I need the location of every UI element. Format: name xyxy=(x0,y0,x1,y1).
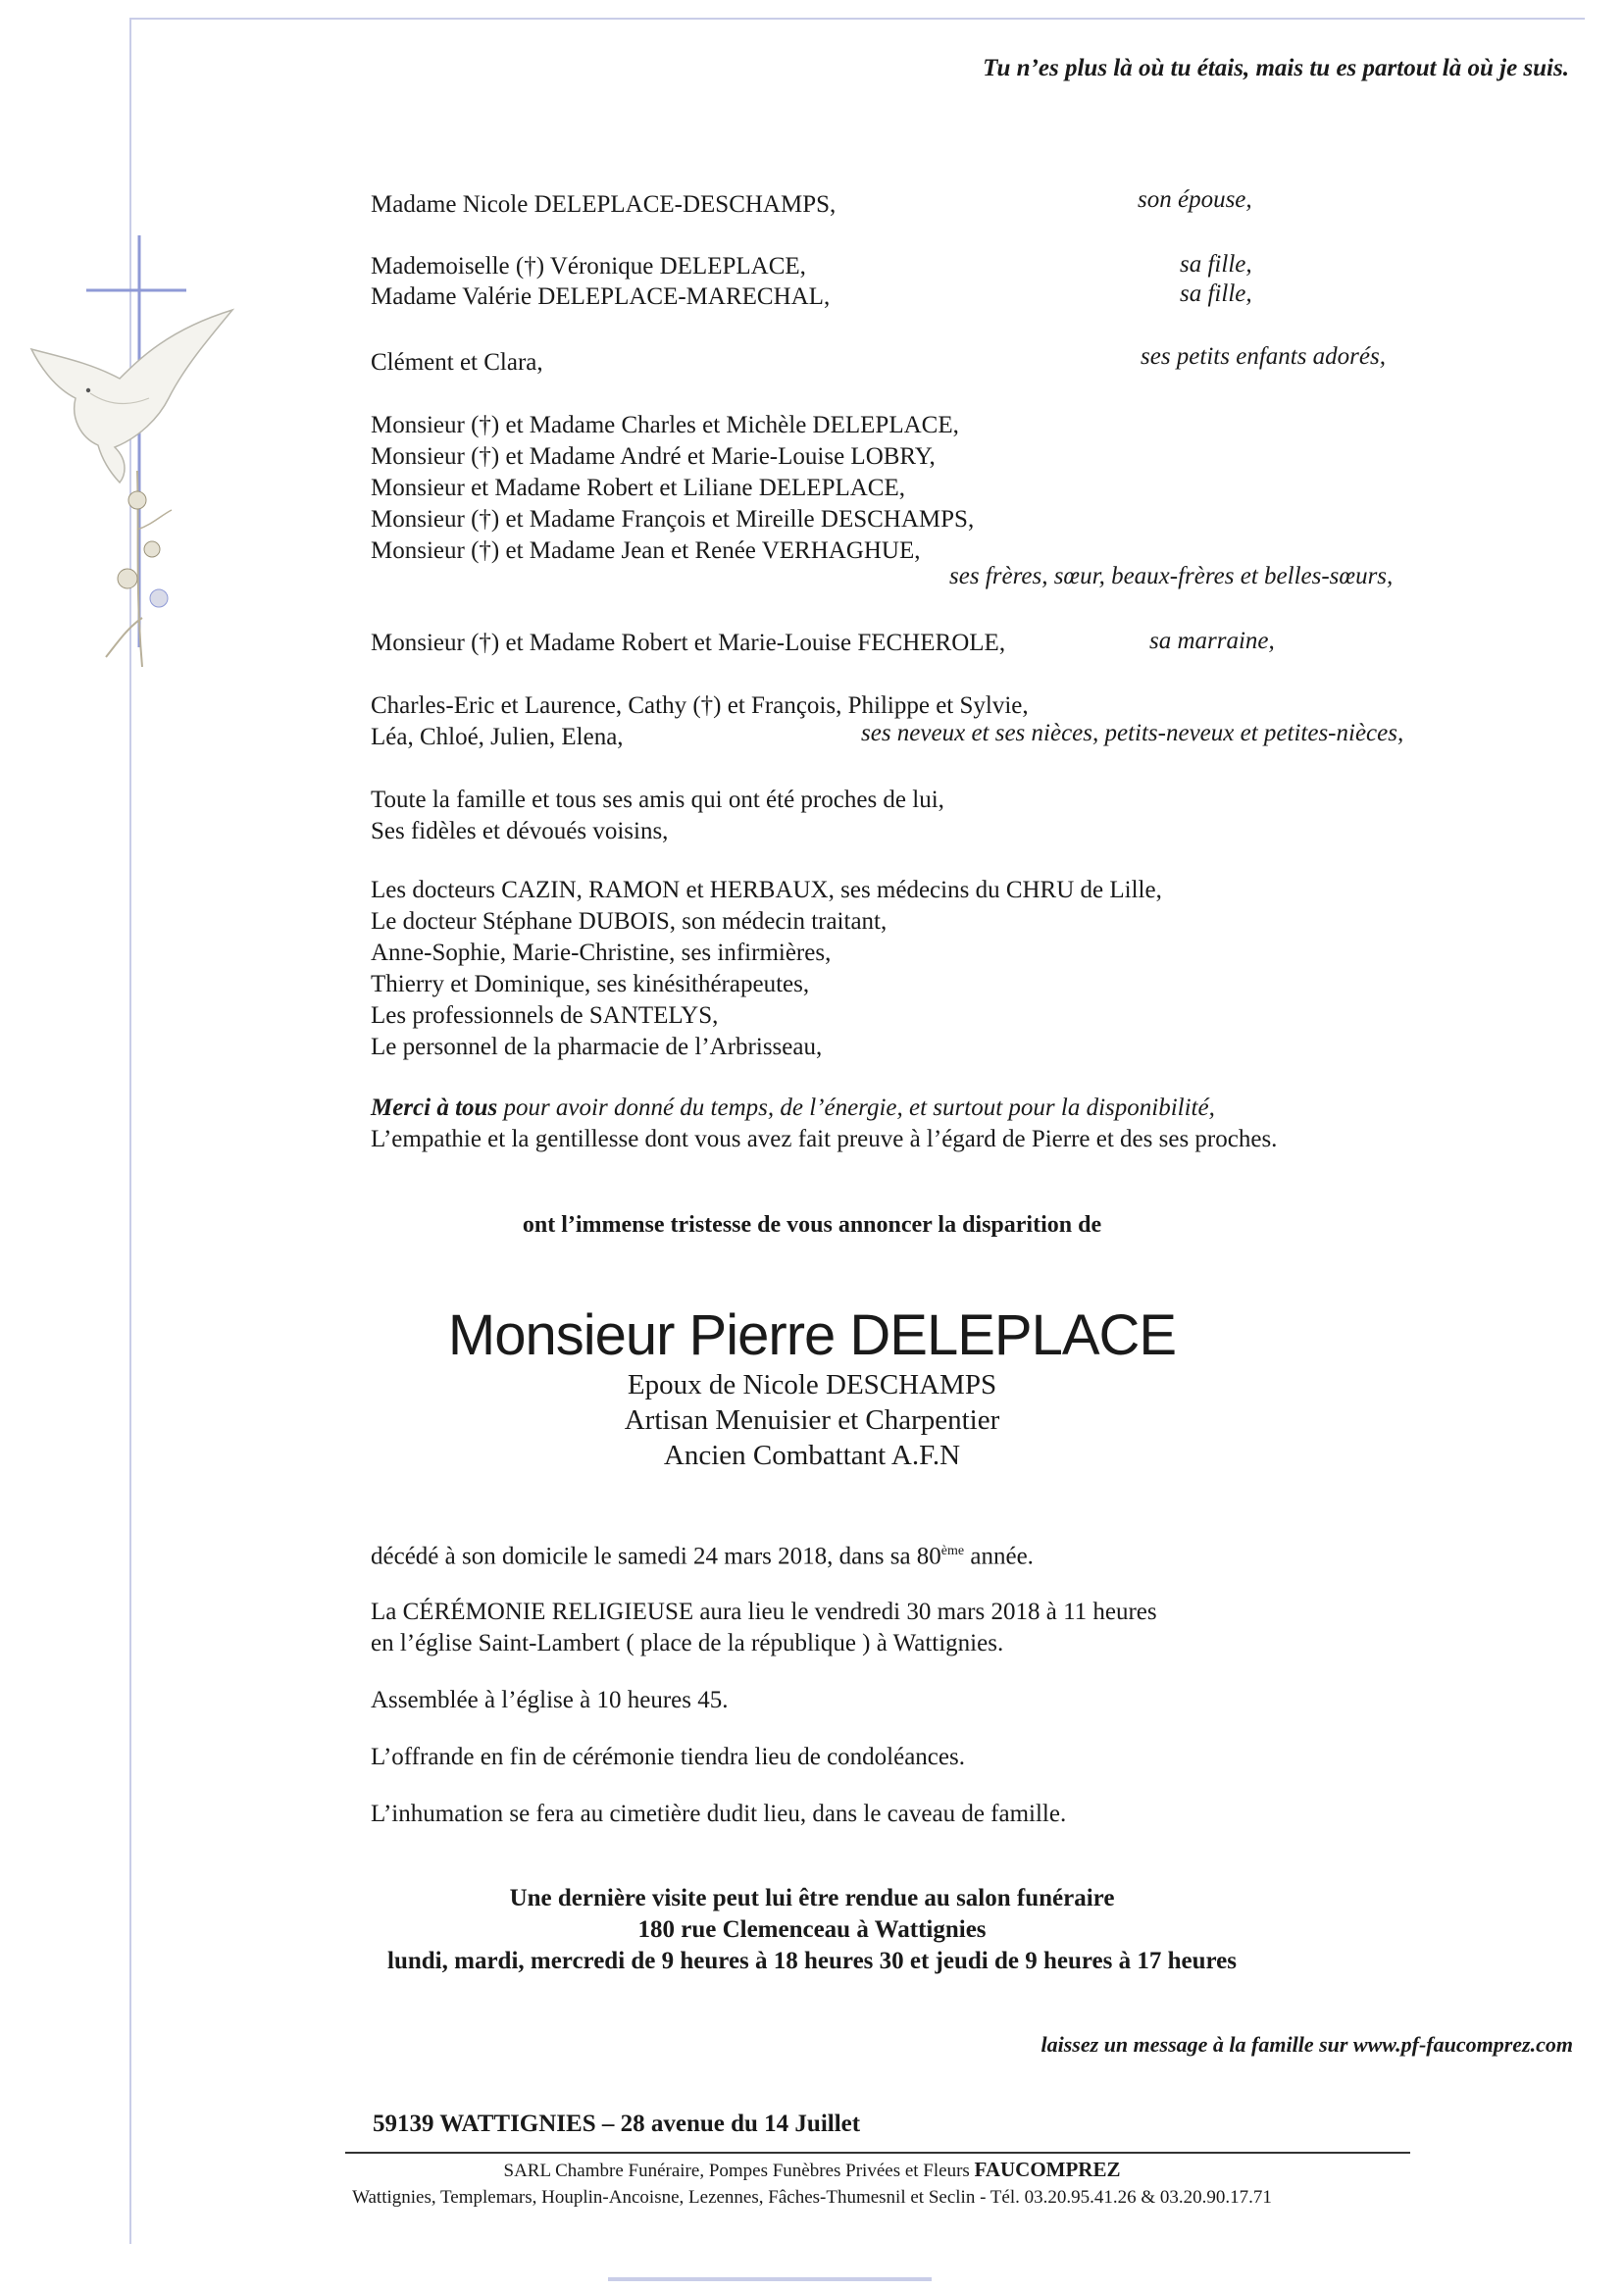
family-line: Madame Nicole DELEPLACE-DESCHAMPS, xyxy=(371,191,837,218)
family-line: Madame Valérie DELEPLACE-MARECHAL, xyxy=(371,283,831,310)
address: 59139 WATTIGNIES – 28 avenue du 14 Juillet xyxy=(373,2111,861,2137)
website-note: laissez un message à la famille sur www.pf-faucomprez.com xyxy=(1040,2032,1573,2057)
nephews-line: Léa, Chloé, Julien, Elena, xyxy=(371,724,624,750)
sibling-line: Monsieur (†) et Madame Charles et Michèle DELEPLACE, xyxy=(371,412,959,438)
family-relation: son épouse, xyxy=(1138,186,1252,213)
death-text-end: année. xyxy=(964,1543,1034,1570)
godmother-line: Monsieur (†) et Madame Robert et Marie-Louise FECHEROLE, xyxy=(371,630,1006,656)
family-relation: sa fille, xyxy=(1180,280,1252,307)
sibling-line: Monsieur et Madame Robert et Liliane DELEPLACE, xyxy=(371,475,906,501)
company-line xyxy=(0,2158,1624,2182)
care-line: Le docteur Stéphane DUBOIS, son médecin traitant, xyxy=(371,908,888,935)
burial-line: L’inhumation se fera au cimetière dudit lieu, dans le caveau de famille. xyxy=(371,1801,1067,1827)
care-line: Les docteurs CAZIN, RAMON et HERBAUX, ses médecins du CHRU de Lille, xyxy=(371,877,1162,903)
offering-line: L’offrande en fin de cérémonie tiendra lieu de condoléances. xyxy=(371,1744,965,1770)
page-frame-top xyxy=(129,18,1585,20)
page-frame-bottom-mark xyxy=(608,2277,932,2281)
death-superscript: ème xyxy=(940,1544,965,1558)
dove-icon xyxy=(22,300,237,486)
sibling-line: Monsieur (†) et Madame Jean et Renée VERHAGHUE, xyxy=(371,537,921,564)
nephews-line: Charles-Eric et Laurence, Cathy (†) et François, Philippe et Sylvie, xyxy=(371,692,1029,719)
nephews-relation: ses neveux et ses nièces, petits-neveux et petites-nièces, xyxy=(861,720,1404,746)
epigraph: Tu n’es plus là où tu étais, mais tu es partout là où je suis. xyxy=(983,55,1569,81)
friends-line: Toute la famille et tous ses amis qui ont été proches de lui, xyxy=(371,787,944,813)
flower-icon xyxy=(98,471,186,667)
thanks-line-1 xyxy=(371,1093,1215,1124)
care-line: Thierry et Dominique, ses kinésithérapeutes, xyxy=(371,971,810,997)
family-relation: ses petits enfants adorés, xyxy=(1141,343,1386,370)
family-line: Mademoiselle (†) Véronique DELEPLACE, xyxy=(371,253,806,280)
thanks-line-2: L’empathie et la gentillesse dont vous avez fait preuve à l’égard de Pierre et des ses proches. xyxy=(371,1126,1278,1152)
visit-line: 180 rue Clemenceau à Wattignies xyxy=(637,1916,987,1943)
assembly-line: Assemblée à l’église à 10 heures 45. xyxy=(371,1687,729,1713)
thanks-rest: pour avoir donné du temps, de l’énergie, et surtout pour la disponibilité, xyxy=(497,1095,1215,1121)
sibling-line: Monsieur (†) et Madame André et Marie-Louise LOBRY, xyxy=(371,443,936,470)
death-text: décédé à son domicile le samedi 24 mars 2018, dans sa 80 xyxy=(371,1543,941,1570)
family-relation: sa fille, xyxy=(1180,251,1252,278)
care-line: Les professionnels de SANTELYS, xyxy=(371,1002,719,1029)
announcement: ont l’immense tristesse de vous annoncer la disparition de xyxy=(522,1212,1102,1238)
company-brand: FAUCOMPREZ xyxy=(974,2158,1121,2181)
ceremony-line: La CÉRÉMONIE RELIGIEUSE aura lieu le vendredi 30 mars 2018 à 11 heures xyxy=(371,1599,1157,1625)
family-line: Clément et Clara, xyxy=(371,349,543,376)
friends-line: Ses fidèles et dévoués voisins, xyxy=(371,818,669,844)
deceased-name: Monsieur Pierre DELEPLACE xyxy=(447,1303,1177,1367)
visit-line: lundi, mardi, mercredi de 9 heures à 18 heures 30 et jeudi de 9 heures à 17 heures xyxy=(387,1948,1237,1974)
death-line xyxy=(371,1536,1034,1572)
company-description: SARL Chambre Funéraire, Pompes Funèbres Privées et Fleurs xyxy=(503,2161,970,2181)
siblings-relation: ses frères, sœur, beaux-frères et belles-sœurs, xyxy=(949,563,1394,589)
deceased-subtitle: Ancien Combattant A.F.N xyxy=(663,1440,961,1471)
footer-divider xyxy=(345,2152,1410,2154)
godmother-relation: sa marraine, xyxy=(1149,628,1275,654)
sibling-line: Monsieur (†) et Madame François et Mireille DESCHAMPS, xyxy=(371,506,975,533)
company-towns-phone: Wattignies, Templemars, Houplin-Ancoisne, Lezennes, Fâches-Thumesnil et Seclin - Tél. 03.20.95.41.26 & 03.20.90.17.71 xyxy=(352,2187,1272,2208)
ceremony-location: en l’église Saint-Lambert ( place de la république ) à Wattignies. xyxy=(371,1630,1004,1656)
visit-line: Une dernière visite peut lui être rendue au salon funéraire xyxy=(509,1885,1115,1911)
care-line: Anne-Sophie, Marie-Christine, ses infirmières, xyxy=(371,940,832,966)
deceased-subtitle: Epoux de Nicole DESCHAMPS xyxy=(627,1369,997,1400)
deceased-subtitle: Artisan Menuisier et Charpentier xyxy=(624,1404,1000,1436)
thanks-emphasis: Merci à tous xyxy=(371,1095,498,1121)
care-line: Le personnel de la pharmacie de l’Arbrisseau, xyxy=(371,1034,823,1060)
